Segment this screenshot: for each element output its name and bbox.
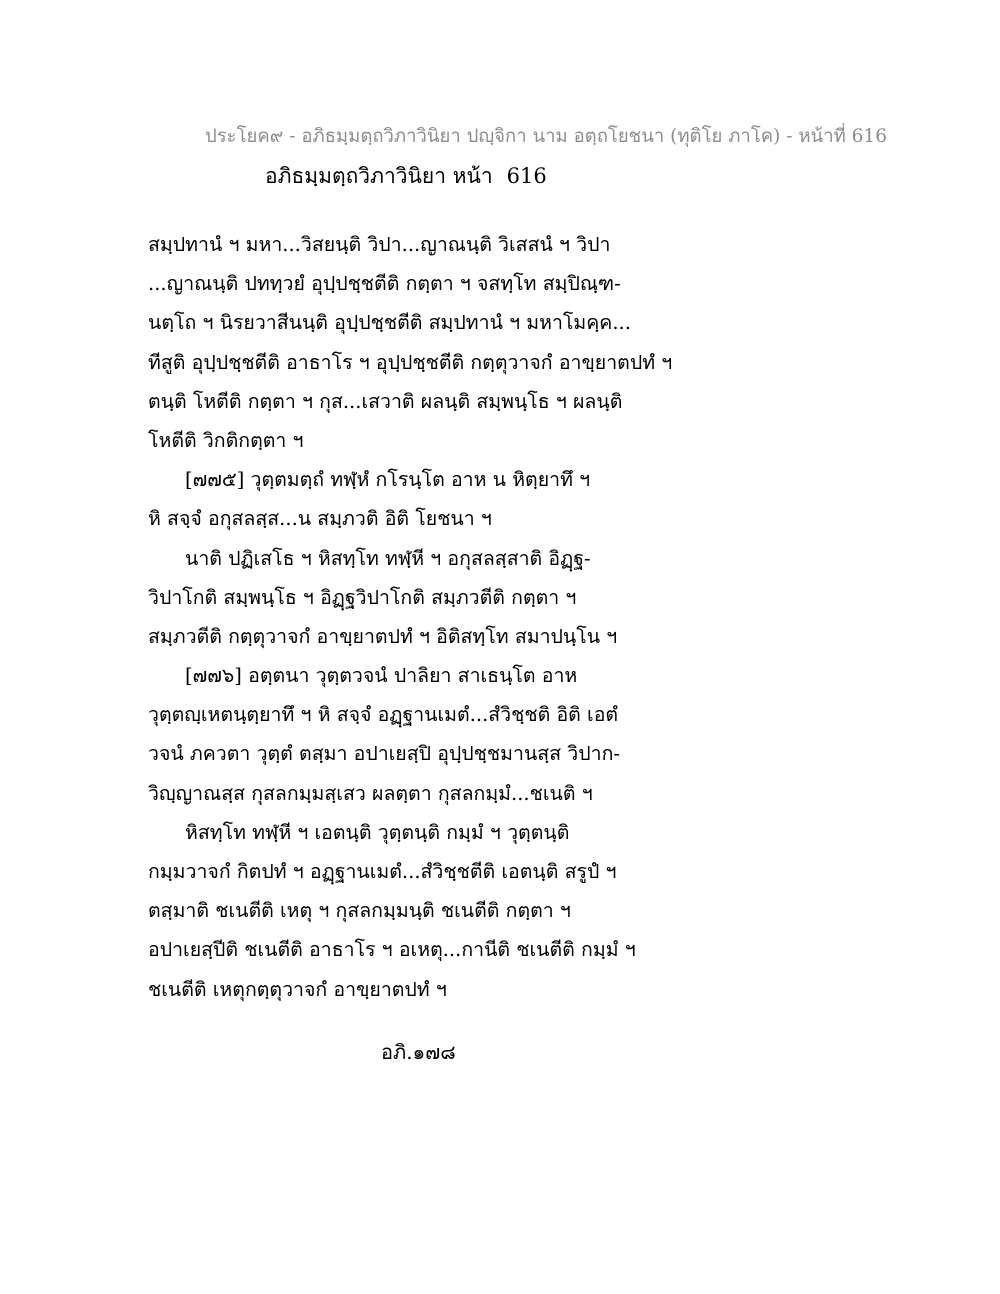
text-line: หิ สจฺจํ อกุสลสฺส...น สมฺภวติ อิติ โยชนา ฯ: [148, 507, 492, 531]
text-line: สมฺปทานํ ฯ มหา...วิสยนฺติ วิปา...ญาณนฺติ วิเสสนํ ฯ วิปา: [148, 233, 611, 256]
page-number: 616: [506, 164, 547, 188]
text-line: ...ญาณนฺติ ปททฺวยํ อุปฺปชฺชตีติ กตฺตา ฯ จสทฺโท สมฺปิณฺฑ-: [148, 272, 621, 296]
paragraph-start-line: หิสทฺโท ทฬฺหี ฯ เอตนฺติ วุตฺตนฺติ กมฺมํ ฯ วุตฺตนฺติ: [185, 820, 570, 844]
text-line: วิญฺญาณสฺส กุสลกมฺมสฺเสว ผลตฺตา กุสลกมฺมํ...ชเนติ ฯ: [148, 781, 593, 805]
text-line: วิปาโกติ สมฺพนฺโธ ฯ อิฏฺฐวิปาโกติ สมฺภวตีติ กตฺตา ฯ: [148, 585, 577, 609]
text-line: นตฺโถ ฯ นิรยวาสีนนฺติ อุปฺปชฺชตีติ สมฺปทานํ ฯ มหาโมคฺค...: [148, 311, 631, 335]
page-title: [265, 160, 547, 193]
text-line: โหตีติ วิกติกตฺตา ฯ: [148, 428, 304, 452]
paragraph-start-line: [๗๗๕] วุตฺตมตฺถํ ทฬฺหํ กโรนฺโต อาห น หิตฺยาทึ ฯ: [185, 468, 591, 492]
text-line: ตสฺมาติ ชเนตีติ เหตุ ฯ กุสลกมฺมนฺติ ชเนตีติ กตฺตา ฯ: [148, 899, 571, 923]
paragraph-start-line: นาติ ปฏิเสโธ ฯ หิสทฺโท ทฬฺหี ฯ อกุสลสฺสาติ อิฏฺฐ-: [185, 546, 591, 570]
paragraph-start-line: [๗๗๖] อตฺตนา วุตฺตวจนํ ปาลิยา สาเธนฺโต อาห: [185, 664, 578, 688]
text-line: กมฺมวาจกํ กิตปทํ ฯ อฏฺฐานเมตํ...สํวิชฺชตีติ เอตนฺติ สรูปํ ฯ: [148, 860, 617, 883]
text-line: อปาเยสฺปีติ ชเนตีติ อาธาโร ฯ อเหตุ...กานีติ ชเนตีติ กมฺมํ ฯ: [148, 938, 636, 962]
text-line: วจนํ ภควตา วุตฺตํ ตสฺมา อปาเยสฺปิ อุปฺปชฺชมานสฺส วิปาก-: [148, 742, 620, 766]
text-line: ทีสูติ อุปฺปชฺชตีติ อาธาโร ฯ อุปฺปชฺชตีติ กตฺตุวาจกํ อาขฺยาตปทํ ฯ: [148, 350, 673, 374]
page-footer-marker: อภิ.๑๗๘: [381, 1040, 456, 1064]
text-line: วุตฺตญฺเหตนฺตฺยาทึ ฯ หิ สจฺจํ อฏฺฐานเมตํ...สํวิชฺชติ อิติ เอตํ: [148, 703, 619, 727]
text-line: สมฺภวตีติ กตฺตุวาจกํ อาขฺยาตปทํ ฯ อิติสทฺโท สมาปนฺโน ฯ: [148, 624, 618, 648]
text-line: ชเนตีติ เหตุกตฺตุวาจกํ อาขฺยาตปทํ ฯ: [148, 977, 447, 1001]
text-line: ตนฺติ โหตีติ กตฺตา ฯ กุส...เสวาติ ผลนฺติ สมฺพนฺโธ ฯ ผลนฺติ: [148, 389, 623, 413]
body-text: [148, 225, 708, 1009]
running-header: ประโยค๙ - อภิธมฺมตฺถวิภาวินิยา ปญฺจิกา นาม อตฺถโยชนา (ทุติโย ภาโค) - หน้าที่ 616: [205, 126, 887, 147]
book-title: อภิธมฺมตฺถวิภาวินิยา หน้า: [265, 164, 493, 188]
